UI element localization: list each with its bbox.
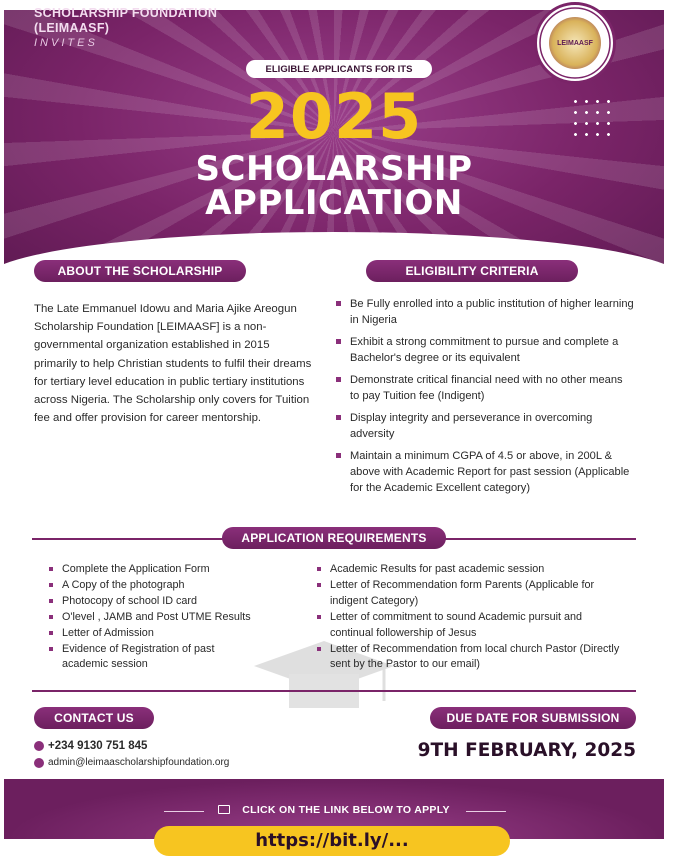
list-item: Display integrity and perseverance in overcoming adversity: [334, 410, 634, 442]
phone-number[interactable]: +234 9130 751 845: [48, 740, 148, 752]
requirements-right-list: [316, 562, 628, 673]
list-item: Be Fully enrolled into a public institution of higher learning in Nigeria: [334, 296, 634, 328]
org-name-line: SCHOLARSHIP FOUNDATION: [34, 6, 218, 20]
list-item: Letter of Admission: [48, 626, 258, 642]
list-item: Complete the Application Form: [48, 562, 258, 578]
monitor-icon: [218, 805, 230, 814]
apply-link[interactable]: https://bit.ly/...: [154, 826, 510, 856]
phone-line: [34, 740, 147, 752]
list-item: Photocopy of school ID card: [48, 594, 258, 610]
due-date-heading: DUE DATE FOR SUBMISSION: [430, 707, 636, 729]
click-text: CLICK ON THE LINK BELOW TO APPLY: [242, 804, 450, 816]
click-instruction: [4, 804, 664, 816]
title-scholarship: SCHOLARSHIP: [195, 149, 473, 189]
list-item: A Copy of the photograph: [48, 578, 258, 594]
eligibility-list: [334, 296, 634, 502]
invites-text: INVITES: [34, 37, 98, 49]
eligible-applicants-tag: ELIGIBLE APPLICANTS FOR ITS: [246, 60, 432, 78]
divider: [32, 690, 636, 692]
about-body: The Late Emmanuel Idowu and Maria Ajike Areogun Scholarship Foundation [LEIMAASF] is a non-governmental organization established in 2015 primarily to help Christian students to fulfil their dreams for tertiary level education in public tertiary institutions across Nigeria. The Scholarship only covers for Tuition fee and offer provision for career mentorship.: [34, 303, 312, 425]
divider: [440, 538, 636, 540]
org-abbr: (LEIMAASF): [34, 21, 110, 35]
year-heading: 2025: [245, 80, 423, 153]
logo-ring-icon: [537, 5, 613, 81]
title-application: APPLICATION: [205, 183, 463, 223]
email-icon: [34, 758, 44, 768]
list-item: O'level , JAMB and Post UTME Results: [48, 610, 258, 626]
phone-icon: [34, 741, 44, 751]
list-item: Letter of Recommendation form Parents (Applicable for indigent Category): [316, 578, 628, 610]
flyer: [4, 6, 664, 851]
list-item: Academic Results for past academic session: [316, 562, 628, 578]
list-item: Letter of Recommendation from local church Pastor (Directly sent by the Pastor to our email): [316, 642, 628, 674]
contact-heading: CONTACT US: [34, 707, 154, 729]
org-name: [34, 6, 217, 36]
dot-grid-decoration: [570, 96, 614, 142]
list-item: Exhibit a strong commitment to pursue and complete a Bachelor's degree or its equivalent: [334, 334, 634, 366]
list-item: Letter of commitment to sound Academic pursuit and continual followership of Jesus: [316, 610, 628, 642]
list-item: Demonstrate critical financial need with no other means to pay Tuition fee (Indigent): [334, 372, 634, 404]
email-line: [34, 757, 229, 768]
logo-emblem-icon: LEIMAASF: [549, 17, 601, 69]
requirements-heading: APPLICATION REQUIREMENTS: [222, 527, 446, 549]
email-address[interactable]: admin@leimaascholarshipfoundation.org: [48, 757, 230, 768]
eligibility-heading: ELIGIBILITY CRITERIA: [366, 260, 578, 282]
foundation-logo: [534, 2, 616, 84]
about-heading: ABOUT THE SCHOLARSHIP: [34, 260, 246, 282]
due-date: 9TH FEBRUARY, 2025: [417, 740, 636, 761]
divider: [32, 538, 228, 540]
list-item: Maintain a minimum CGPA of 4.5 or above, in 200L & above with Academic Report for past session (Applicable for the Academic Excellent category): [334, 448, 634, 496]
requirements-left-list: [48, 562, 258, 673]
list-item: Evidence of Registration of past academic session: [48, 642, 258, 674]
